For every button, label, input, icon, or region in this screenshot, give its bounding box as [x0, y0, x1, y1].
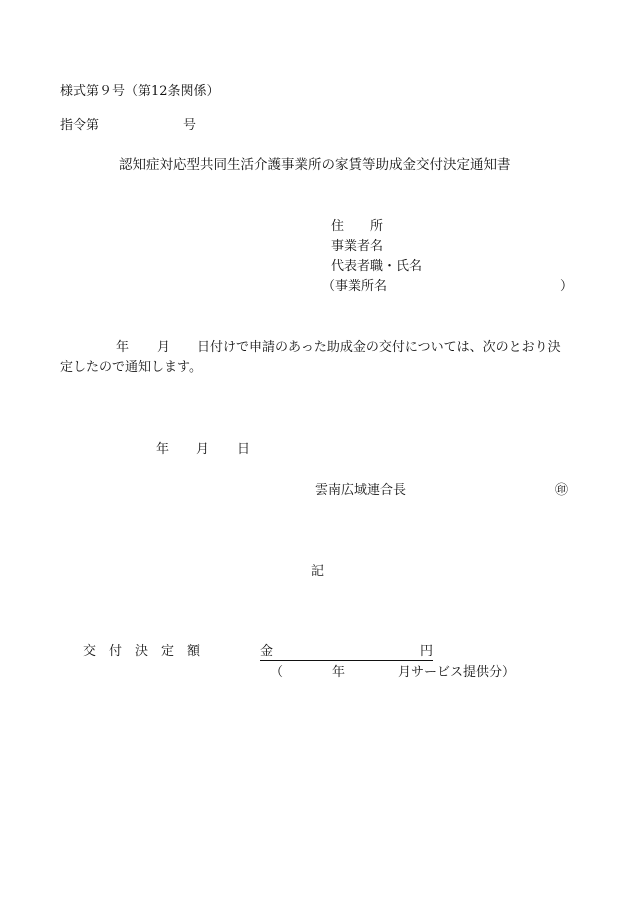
grant-amount-label: 交 付 決 定 額: [83, 644, 201, 659]
directive-prefix: 指令第: [60, 118, 100, 133]
body-year: 年: [116, 340, 130, 355]
grant-amount-prefix: 金: [260, 644, 274, 659]
date-month: 月: [196, 442, 210, 457]
facility-name-close: ）: [560, 279, 574, 294]
date-year: 年: [156, 442, 170, 457]
document-title: 認知症対応型共同生活介護事業所の家賃等助成金交付決定通知書: [119, 157, 511, 173]
seal-mark: ㊞: [555, 483, 569, 498]
grant-amount-line: [260, 644, 433, 661]
period-month-service: 月サービス提供分）: [398, 665, 516, 680]
address-label: 住 所: [331, 219, 384, 234]
grant-amount-unit: 円: [419, 644, 433, 659]
section-heading: 記: [311, 564, 325, 579]
business-name-label: 事業者名: [331, 239, 384, 254]
body-line2: 定したので通知します。: [60, 360, 202, 375]
issuer-name: 雲南広域連合長: [315, 483, 407, 498]
body-line1: 日付けで申請のあった助成金の交付については、次のとおり決: [197, 340, 561, 355]
directive-suffix: 号: [183, 118, 197, 133]
period-open: （: [270, 665, 284, 680]
body-month: 月: [157, 340, 171, 355]
form-number: 様式第９号（第12条関係）: [60, 84, 220, 99]
date-day: 日: [237, 442, 251, 457]
representative-label: 代表者職・氏名: [331, 259, 423, 274]
facility-name-label: （事業所名: [322, 279, 388, 294]
period-year: 年: [332, 665, 346, 680]
